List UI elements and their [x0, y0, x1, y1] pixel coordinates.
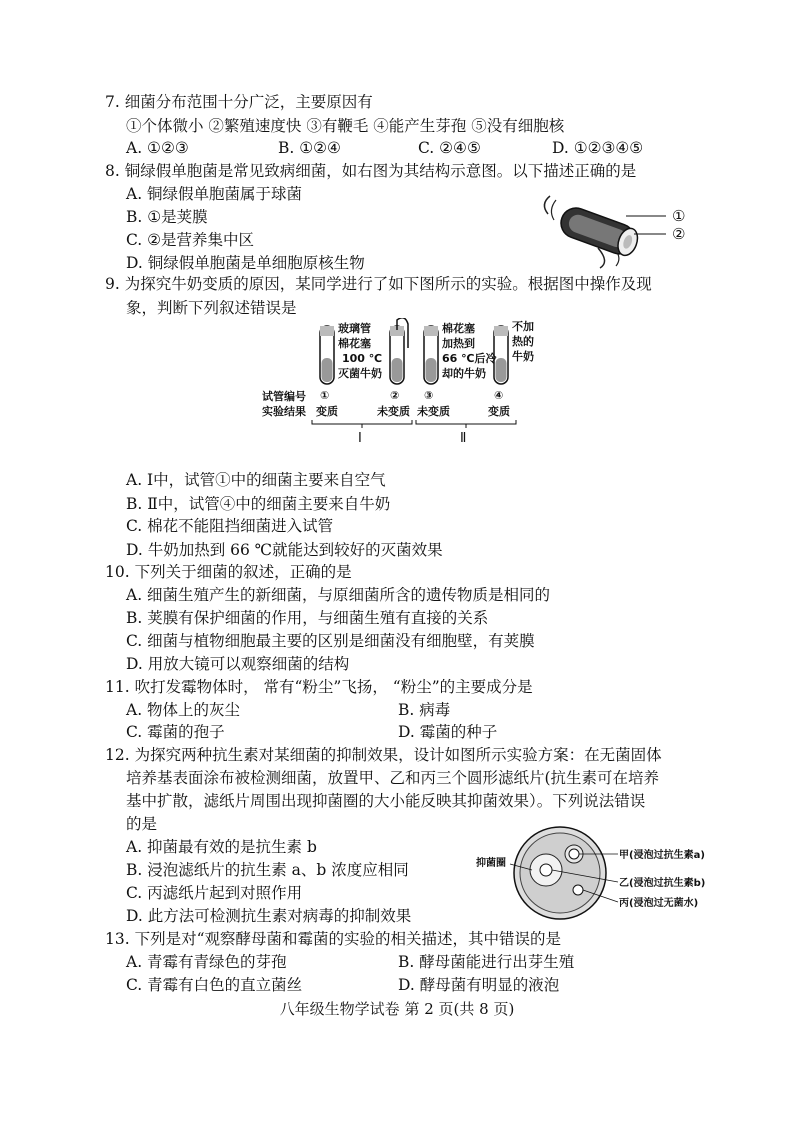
label-not: 不加	[512, 320, 534, 333]
q11-option-a: A. 物体上的灰尘	[126, 701, 241, 719]
label-cotton-plug-1: 棉花塞	[338, 337, 371, 350]
q12-option-a: A. 抑菌最有效的是抗生素 b	[126, 838, 317, 856]
q7-option-b: B. ①②④	[278, 139, 341, 157]
test-tube-1	[320, 326, 334, 384]
label-jia: 甲(浸泡过抗生素a)	[619, 850, 705, 861]
q13-option-c: C. 青霉有白色的直立菌丝	[126, 976, 303, 994]
q9-option-b: B. Ⅱ中，试管④中的细菌主要来自牛奶	[126, 495, 391, 513]
label-sterile-milk: 灭菌牛奶	[338, 367, 382, 380]
q11-option-d: D. 霉菌的种子	[398, 723, 498, 741]
q9-option-a: A. Ⅰ中，试管①中的细菌主要来自空气	[126, 471, 386, 489]
label-result: 实验结果	[262, 405, 306, 418]
q8-option-d: D. 铜绿假单胞菌是单细胞原核生物	[126, 254, 365, 272]
q7-option-a: A. ①②③	[126, 139, 189, 157]
q12-option-b: B. 浸泡滤纸片的抗生素 a、b 浓度应相同	[126, 861, 409, 879]
q7-option-d: D. ①②③④⑤	[552, 139, 644, 157]
q9-stem-line1: 9. 为探究牛奶变质的原因，某同学进行了如下图所示的实验。根据图中操作及现	[105, 275, 652, 293]
q11-option-b: B. 病毒	[398, 701, 451, 719]
q13-option-a: A. 青霉有青绿色的芽孢	[126, 953, 287, 971]
q12-option-d: D. 此方法可检测抗生素对病毒的抑制效果	[126, 907, 412, 925]
zone-label: 抑菌圈	[476, 858, 506, 869]
label-1: ①	[672, 207, 686, 225]
page-footer: 八年级生物学试卷 第 2 页(共 8 页)	[279, 1000, 515, 1018]
label-tube-number: 试管编号	[262, 390, 306, 403]
q10-option-a: A. 细菌生殖产生的新细菌，与原细菌所含的遗传物质是相同的	[126, 586, 551, 604]
disc-yi	[540, 864, 552, 876]
label-bing: 丙(浸泡过无菌水)	[619, 898, 699, 909]
result-3: 未变质	[417, 405, 450, 418]
q12-stem-line1: 12. 为探究两种抗生素对某细菌的抑制效果，设计如图所示实验方案：在无菌固体	[105, 746, 662, 764]
label-milk: 牛奶	[512, 350, 534, 363]
label-cotton-plug-2: 棉花塞	[442, 322, 475, 335]
label-cooled-milk: 却的牛奶	[442, 367, 486, 380]
q10-option-c: C. 细菌与植物细胞最主要的区别是细菌没有细胞壁，有荚膜	[126, 632, 535, 650]
q9-option-c: C. 棉花不能阻挡细菌进入试管	[126, 517, 334, 535]
label-heated: 热的	[512, 335, 534, 348]
q12-stem-line3: 基中扩散，滤纸片周围出现抑菌圈的大小能反映其抑菌效果）。下列说法错误	[126, 792, 646, 810]
petri-dish-figure	[476, 826, 708, 924]
q11-option-c: C. 霉菌的孢子	[126, 723, 225, 741]
label-yi: 乙(浸泡过抗生素b)	[619, 878, 706, 889]
q12-option-c: C. 丙滤纸片起到对照作用	[126, 884, 303, 902]
q8-option-a: A. 铜绿假单胞菌属于球菌	[126, 185, 303, 203]
q9-option-d: D. 牛奶加热到 66 ℃就能达到较好的灭菌效果	[126, 541, 443, 559]
q9-stem-line2: 象，判断下列叙述错误是	[126, 299, 297, 317]
q8-stem: 8. 铜绿假单胞菌是常见致病细菌，如右图为其结构示意图。以下描述正确的是	[105, 162, 637, 180]
label-heat-to: 加热到	[442, 337, 475, 350]
q12-stem-line2: 培养基表面涂布被检测细菌，放置甲、乙和丙三个圆形滤纸片(抗生素可在培养	[126, 769, 660, 787]
tube-num-1: ①	[320, 389, 330, 402]
test-tube-2	[390, 318, 408, 384]
tube-num-3: ③	[424, 389, 434, 402]
q7-option-c: C. ②④⑤	[418, 139, 481, 157]
q13-option-b: B. 酵母菌能进行出芽生殖	[398, 953, 575, 971]
result-4: 变质	[488, 405, 510, 418]
bacterium-figure	[538, 190, 708, 270]
q7-stem: 7. 细菌分布范围十分广泛，主要原因有	[105, 93, 373, 111]
group-1: Ⅰ	[358, 431, 362, 446]
q11-stem: 11. 吹打发霉物体时， 常有“粉尘”飞扬， “粉尘”的主要成分是	[105, 678, 533, 696]
q13-stem: 13. 下列是对“观察酵母菌和霉菌的实验的相关描述，其中错误的是	[105, 930, 562, 948]
q10-stem: 10. 下列关于细菌的叙述，正确的是	[105, 563, 352, 581]
q8-option-c: C. ②是营养集中区	[126, 231, 255, 249]
test-tube-3	[424, 326, 438, 384]
milk-experiment-figure	[262, 318, 534, 448]
label-2: ②	[672, 225, 686, 243]
q8-option-b: B. ①是荚膜	[126, 208, 208, 226]
q12-stem-line4: 的是	[126, 815, 158, 833]
result-2: 未变质	[377, 405, 410, 418]
result-1: 变质	[316, 405, 338, 418]
q10-option-d: D. 用放大镜可以观察细菌的结构	[126, 655, 350, 673]
tube-num-2: ②	[390, 389, 400, 402]
label-glass-tube: 玻璃管	[338, 322, 371, 335]
q7-items: ①个体微小 ②繁殖速度快 ③有鞭毛 ④能产生芽孢 ⑤没有细胞核	[126, 117, 565, 135]
group-2: Ⅱ	[460, 431, 467, 446]
q10-option-b: B. 荚膜有保护细菌的作用，与细菌生殖有直接的关系	[126, 609, 489, 627]
disc-jia	[569, 849, 579, 859]
label-66c: 66 ℃后冷	[442, 352, 497, 365]
label-100c: 100 ℃	[342, 352, 383, 365]
q13-option-d: D. 酵母菌有明显的液泡	[398, 976, 560, 994]
tube-num-4: ④	[494, 389, 504, 402]
disc-bing	[573, 885, 583, 895]
